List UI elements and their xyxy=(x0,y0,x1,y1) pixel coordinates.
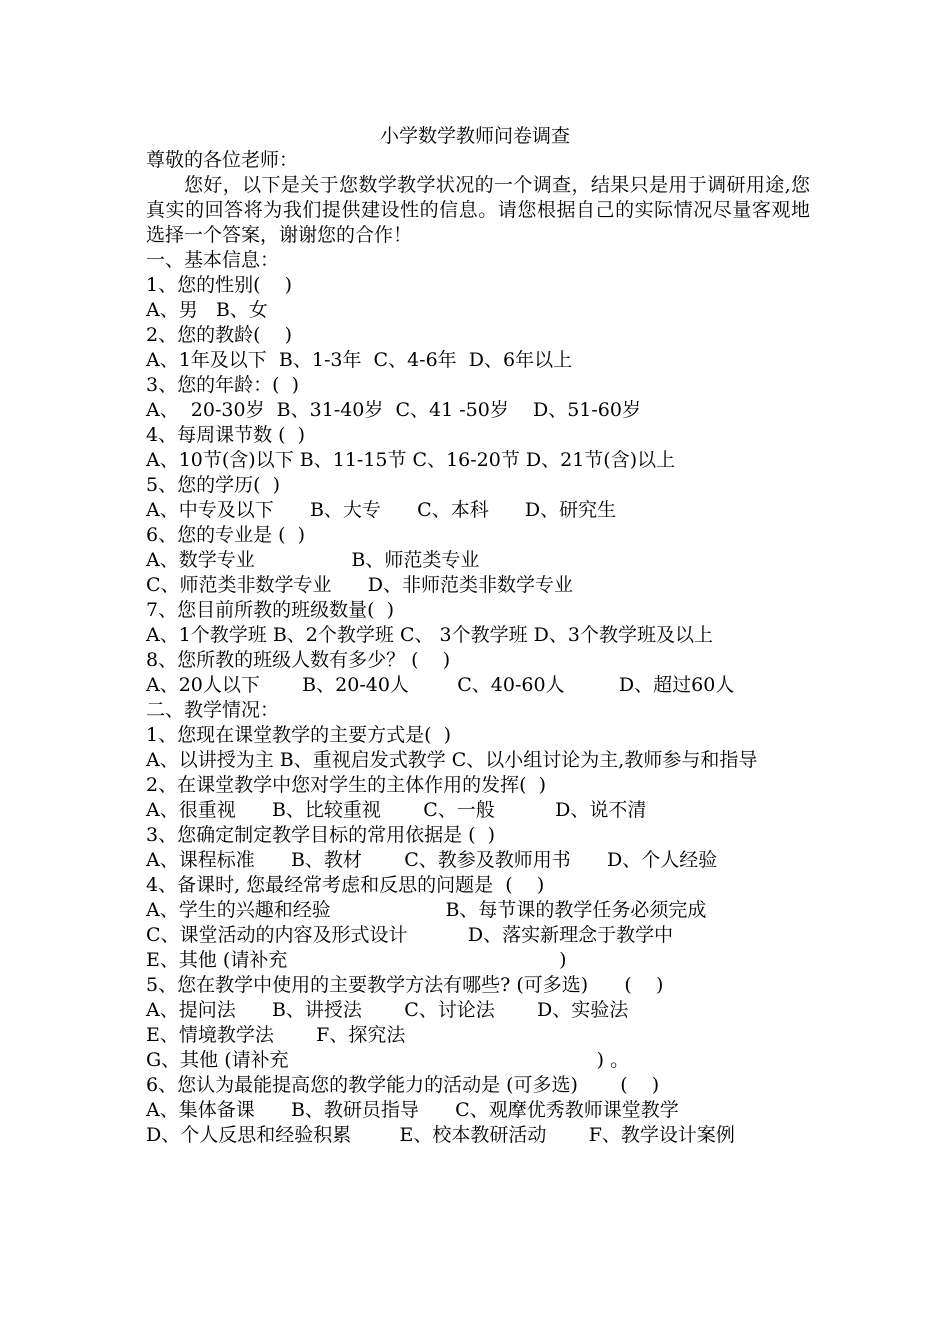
options-teaching-methods-row3: G、其他 (请补充 ) 。 xyxy=(146,1049,630,1071)
question-student-role: 2、在课堂教学中您对学生的主体作用的发挥( ) xyxy=(146,774,546,796)
question-lesson-prep: 4、备课时, 您最经常考虑和反思的问题是 ( ) xyxy=(146,874,545,896)
question-teaching-mode: 1、您现在课堂教学的主要方式是( ) xyxy=(146,724,451,746)
options-gender: A、男 B、女 xyxy=(146,299,268,321)
question-objective-basis: 3、您确定制定教学目标的常用依据是 ( ) xyxy=(146,824,496,846)
section-heading-teaching: 二、教学情况： xyxy=(146,699,280,721)
question-gender: 1、您的性别( ) xyxy=(146,274,293,296)
question-teaching-years: 2、您的教龄( ) xyxy=(146,324,293,346)
options-lesson-prep-row2: C、课堂活动的内容及形式设计 D、落实新理念于教学中 xyxy=(146,924,674,946)
survey-body xyxy=(146,148,810,1148)
options-education: A、中专及以下 B、大专 C、本科 D、研究生 xyxy=(146,499,617,521)
options-ability-activities-row1: A、集体备课 B、教研员指导 C、观摩优秀教师课堂教学 xyxy=(146,1099,679,1121)
question-weekly-classes: 4、每周课节数 ( ) xyxy=(146,424,306,446)
question-age: 3、您的年龄：( ) xyxy=(146,374,299,396)
options-lesson-prep-row3: E、其他 (请补充 ) xyxy=(146,949,567,971)
options-age: A、 20-30岁 B、31-40岁 C、41 -50岁 D、51-60岁 xyxy=(146,399,641,421)
options-lesson-prep-row1: A、学生的兴趣和经验 B、每节课的教学任务必须完成 xyxy=(146,899,707,921)
options-class-size: A、20人以下 B、20-40人 C、40-60人 D、超过60人 xyxy=(146,674,735,696)
options-student-role: A、很重视 B、比较重视 C、一般 D、说不清 xyxy=(146,799,647,821)
question-class-size: 8、您所教的班级人数有多少？ ( ) xyxy=(146,649,451,671)
options-teaching-methods-row2: E、情境教学法 F、探究法 xyxy=(146,1024,406,1046)
options-teaching-mode: A、以讲授为主 B、重视启发式教学 C、以小组讨论为主,教师参与和指导 xyxy=(146,749,758,771)
options-ability-activities-row2: D、个人反思和经验积累 E、校本教研活动 F、教学设计案例 xyxy=(146,1124,735,1146)
question-education: 5、您的学历( ) xyxy=(146,474,280,496)
options-major-row1: A、数学专业 B、师范类专业 xyxy=(146,549,480,571)
options-major-row2: C、师范类非数学专业 D、非师范类非数学专业 xyxy=(146,574,574,596)
survey-title: 小学数学教师问卷调查 xyxy=(379,125,570,147)
question-teaching-methods: 5、您在教学中使用的主要教学方法有哪些? (可多选) ( ) xyxy=(146,974,664,996)
question-major: 6、您的专业是 ( ) xyxy=(146,524,306,546)
options-class-count: A、1个教学班 B、2个教学班 C、 3个教学班 D、3个教学班及以上 xyxy=(146,624,713,646)
question-class-count: 7、您目前所教的班级数量( ) xyxy=(146,599,394,621)
greeting: 尊敬的各位老师： xyxy=(146,149,299,171)
question-ability-activities: 6、您认为最能提高您的教学能力的活动是 (可多选) ( ) xyxy=(146,1074,660,1096)
options-weekly-classes: A、10节(含)以下 B、11-15节 C、16-20节 D、21节(含)以上 xyxy=(146,449,676,471)
options-objective-basis: A、课程标准 B、教材 C、教参及教师用书 D、个人经验 xyxy=(146,849,718,871)
options-teaching-methods-row1: A、提问法 B、讲授法 C、讨论法 D、实验法 xyxy=(146,999,629,1021)
options-teaching-years: A、1年及以下 B、1-3年 C、4-6年 D、6年以上 xyxy=(146,349,573,371)
section-heading-basic-info: 一、基本信息： xyxy=(146,249,280,271)
intro-paragraph: 您好，以下是关于您数学教学状况的一个调查，结果只是用于调研用途,您真实的回答将为我们提供建设性的信息。请您根据自己的实际情况尽量客观地选择一个答案，谢谢您的合作！ xyxy=(146,174,810,246)
